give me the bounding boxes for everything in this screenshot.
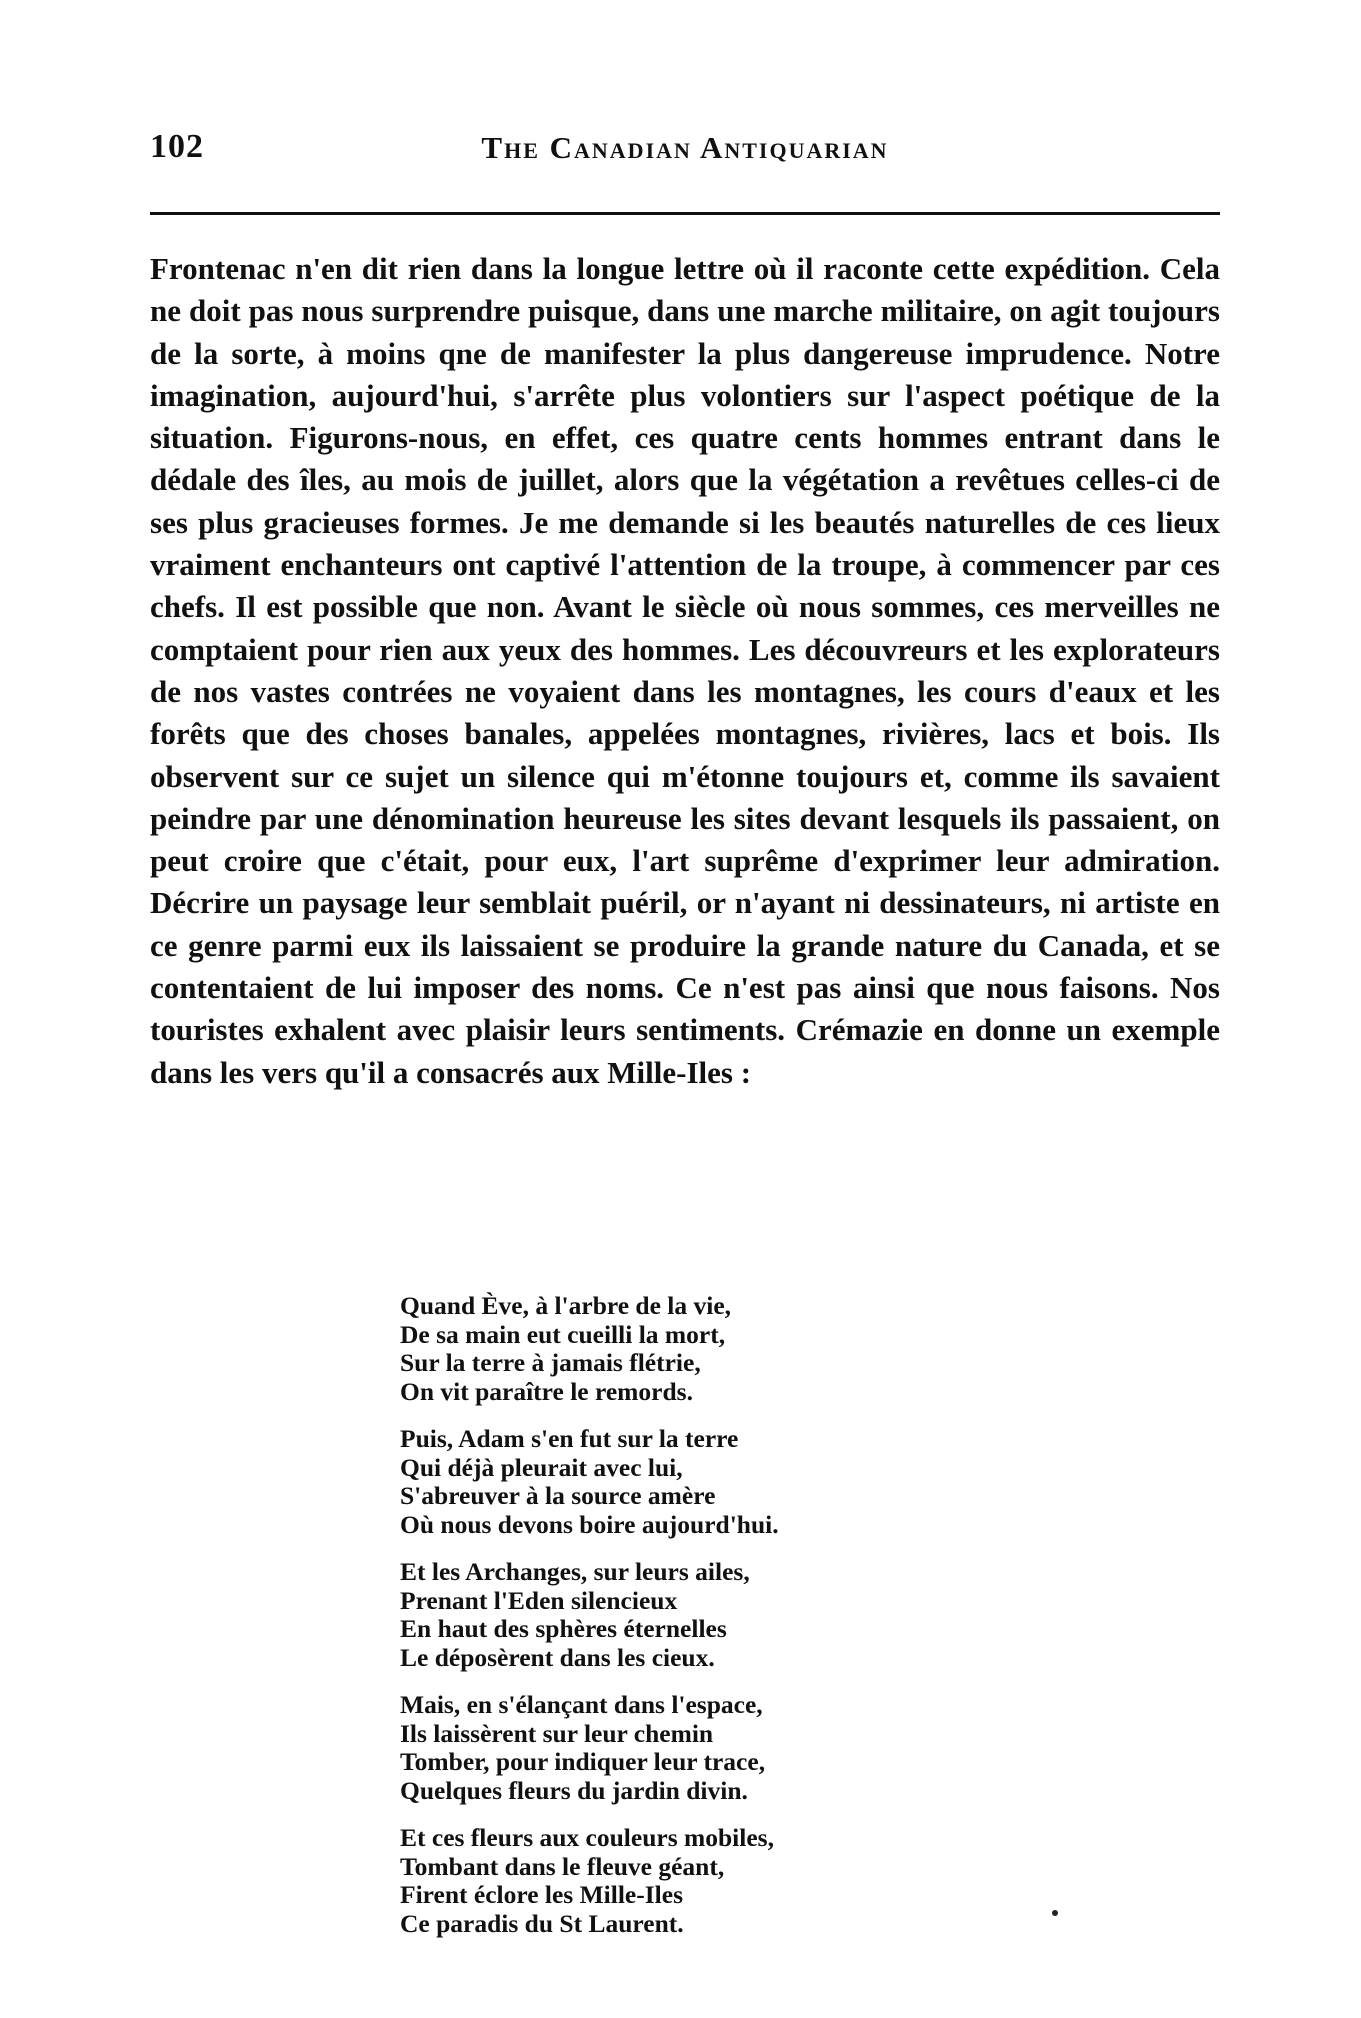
poem-line: Tomber, pour indiquer leur trace, [400,1747,766,1776]
poem-line: Puis, Adam s'en fut sur la terre [400,1424,739,1453]
running-head [150,128,1220,178]
header-rule [150,212,1220,215]
poem-line: Quelques fleurs du jardin divin. [400,1775,748,1805]
poem-line: Prenant l'Eden silencieux [400,1585,678,1615]
poem-stanza [400,1292,1100,1406]
poem-line: Sur la terre à jamais flétrie, [400,1348,701,1377]
poem-line: On vit paraître le remords. [400,1376,693,1406]
poem-line: Le déposèrent dans les cieux. [400,1642,715,1672]
poem-line: Quand Ève, à l'arbre de la vie, [400,1291,732,1320]
poem-line: Et les Archanges, sur leurs ailes, [400,1557,750,1586]
poem [400,1292,1100,1957]
page-number: 102 [150,128,204,165]
body-paragraph: Frontenac n'en dit rien dans la longue lettre où il raconte cette expédition. Cela ne doit pas nous surprendre puisque, dans une marche militaire, on agit toujours de la sorte, à moins qne de manifester la plus dangereuse imprudence. Notre imagination, aujourd'hui, s'arrête plus volontiers sur l'aspect poétique de la situation. Figurons-nous, en effet, ces quatre cents hommes entrant dans le dédale des îles, au mois de juillet, alors que la végétation a revêtues celles-ci de ses plus gracieuses formes. Je me demande si les beautés naturelles de ces lieux vraiment enchanteurs ont captivé l'attention de la troupe, à commencer par ces chefs. Il est possible que non. Avant le siècle où nous sommes, ces merveilles ne comptaient pour rien aux yeux des hommes. Les découvreurs et les explorateurs de nos vastes contrées ne voyaient dans les montagnes, les cours d'eaux et les forêts que des choses banales, appelées montagnes, rivières, lacs et bois. Ils observent sur ce sujet un silence qui m'étonne toujours et, comme ils savaient peindre par une dénomination heureuse les sites devant lesquels ils passaient, on peut croire que c'était, pour eux, l'art suprême d'exprimer leur admiration. Décrire un paysage leur semblait puéril, or n'ayant ni dessinateurs, ni artiste en ce genre parmi eux ils laissaient se produire la grande nature du Canada, et se contentaient de lui imposer des noms. Ce n'est pas ainsi que nous faisons. Nos touristes exhalent avec plaisir leurs sentiments. Crémazie en donne un exemple dans les vers qu'il a consacrés aux Mille-Iles : [150,251,1220,1090]
ink-speck [1052,1910,1058,1916]
poem-line: Firent éclore les Mille-Iles [400,1880,683,1909]
poem-line: Ce paradis du St Laurent. [400,1908,684,1938]
poem-line: Qui déjà pleurait avec lui, [400,1452,683,1482]
poem-line: Ils laissèrent sur leur chemin [400,1718,714,1748]
poem-line: Où nous devons boire aujourd'hui. [400,1509,779,1539]
poem-stanza [400,1691,1100,1805]
journal-title: The Canadian Antiquarian [481,130,889,165]
poem-line: De sa main eut cueilli la mort, [400,1319,726,1349]
poem-line: Tombant dans le fleuve géant, [400,1851,725,1881]
poem-line: En haut des sphères éternelles [400,1614,727,1643]
poem-line: Mais, en s'élançant dans l'espace, [400,1690,763,1719]
poem-stanza [400,1558,1100,1672]
poem-stanza [400,1824,1100,1938]
poem-stanza [400,1425,1100,1539]
poem-line: S'abreuver à la source amère [400,1481,716,1510]
poem-line: Et ces fleurs aux couleurs mobiles, [400,1823,774,1852]
